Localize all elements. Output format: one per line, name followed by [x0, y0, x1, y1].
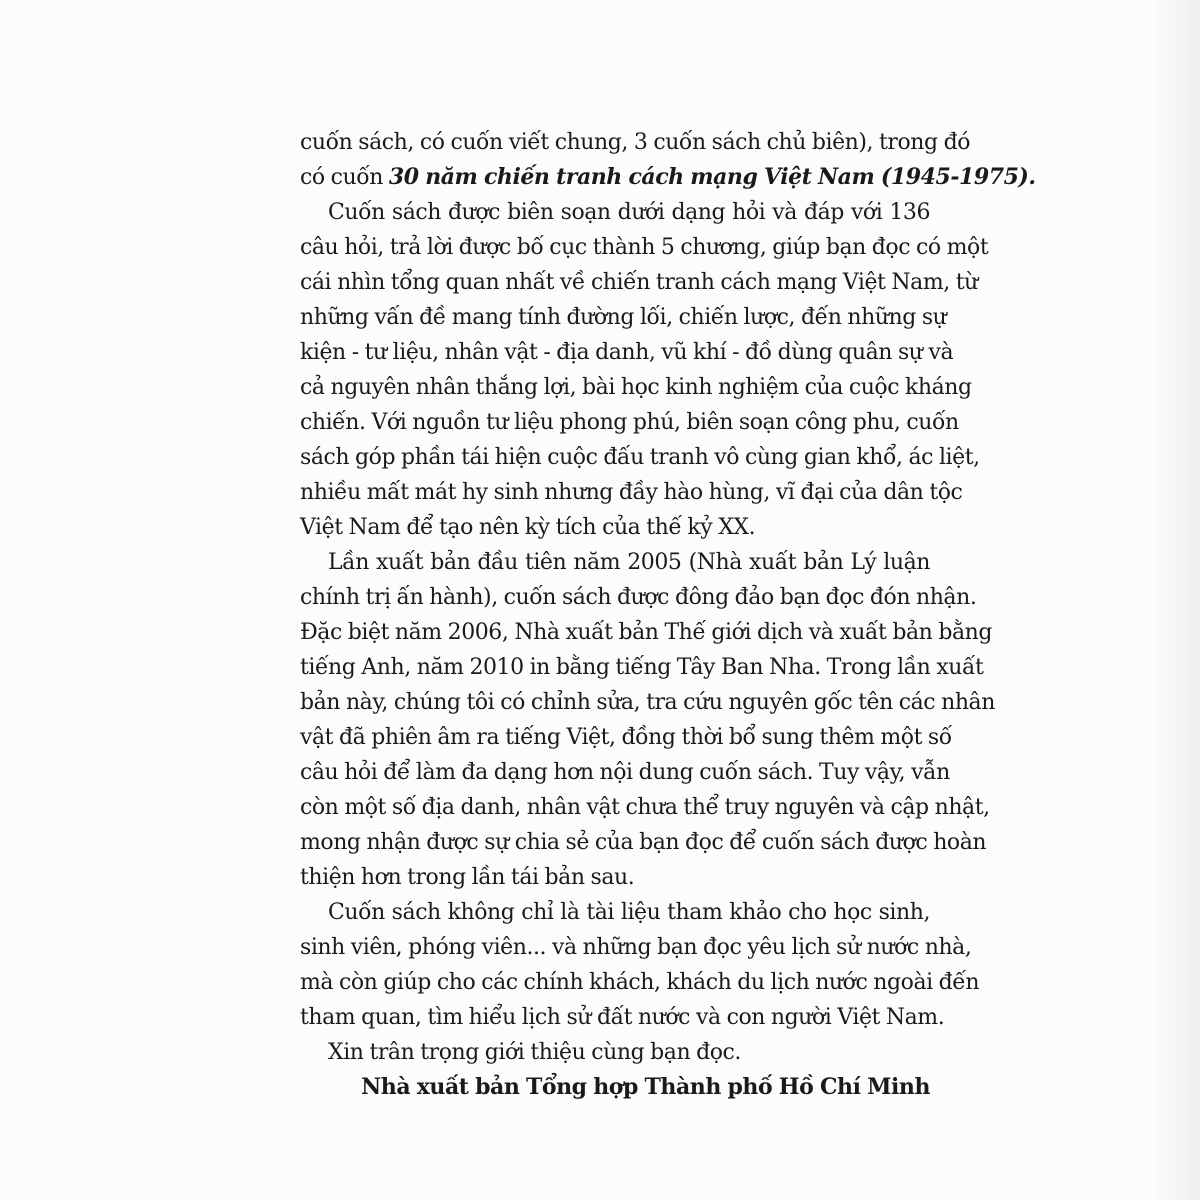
paragraph-closing	[300, 1035, 930, 1070]
text-line: Lần xuất bản đầu tiên năm 2005 (Nhà xuất bản Lý luận	[328, 550, 930, 575]
text-line: thiện hơn trong lần tái bản sau.	[300, 865, 635, 890]
text-line: Cuốn sách không chỉ là tài liệu tham khảo cho học sinh,	[328, 900, 930, 925]
paragraph-editions	[300, 545, 995, 895]
page-edge	[1154, 0, 1200, 1200]
paragraph-audience	[300, 895, 980, 1035]
text-line: Xin trân trọng giới thiệu cùng bạn đọc.	[328, 1040, 741, 1065]
intro-paragraph	[300, 125, 1036, 195]
text-line: tiếng Anh, năm 2010 in bằng tiếng Tây Ban Nha. Trong lần xuất	[300, 655, 984, 680]
text-line: sách góp phần tái hiện cuộc đấu tranh vô cùng gian khổ, ác liệt,	[300, 445, 980, 470]
page-body	[300, 125, 1036, 1105]
text-line: mà còn giúp cho các chính khách, khách du lịch nước ngoài đến	[300, 970, 980, 995]
text-line: còn một số địa danh, nhân vật chưa thể truy nguyên và cập nhật,	[300, 795, 990, 820]
text-line: Việt Nam để tạo nên kỳ tích của thế kỷ XX.	[300, 515, 756, 540]
text-line: những vấn đề mang tính đường lối, chiến lược, đến những sự	[300, 305, 947, 330]
text-line: câu hỏi để làm đa dạng hơn nội dung cuốn sách. Tuy vậy, vẫn	[300, 760, 950, 785]
paragraph-overview	[300, 195, 989, 545]
text-line: chính trị ấn hành), cuốn sách được đông đảo bạn đọc đón nhận.	[300, 585, 977, 610]
publisher-signature: Nhà xuất bản Tổng hợp Thành phố Hồ Chí Minh	[361, 1074, 930, 1100]
text-line: cuốn sách, có cuốn viết chung, 3 cuốn sách chủ biên), trong đó	[300, 130, 970, 155]
text-line: Đặc biệt năm 2006, Nhà xuất bản Thế giới dịch và xuất bản bằng	[300, 620, 992, 645]
text-line: vật đã phiên âm ra tiếng Việt, đồng thời bổ sung thêm một số	[300, 725, 952, 750]
text-line: cả nguyên nhân thắng lợi, bài học kinh nghiệm của cuộc kháng	[300, 375, 972, 400]
signature-paragraph	[300, 1070, 930, 1105]
text-line: nhiều mất mát hy sinh nhưng đầy hào hùng, vĩ đại của dân tộc	[300, 480, 963, 505]
book-title: 30 năm chiến tranh cách mạng Việt Nam (1945-1975).	[388, 164, 1036, 190]
text-line: bản này, chúng tôi có chỉnh sửa, tra cứu nguyên gốc tên các nhân	[300, 690, 995, 715]
text-line: câu hỏi, trả lời được bố cục thành 5 chương, giúp bạn đọc có một	[300, 235, 989, 260]
text-line	[300, 160, 1036, 195]
text-line: cái nhìn tổng quan nhất về chiến tranh cách mạng Việt Nam, từ	[300, 270, 978, 295]
text-line: tham quan, tìm hiểu lịch sử đất nước và con người Việt Nam.	[300, 1005, 945, 1030]
text-line: sinh viên, phóng viên... và những bạn đọc yêu lịch sử nước nhà,	[300, 935, 972, 960]
text-line: chiến. Với nguồn tư liệu phong phú, biên soạn công phu, cuốn	[300, 410, 959, 435]
text-line: kiện - tư liệu, nhân vật - địa danh, vũ khí - đồ dùng quân sự và	[300, 340, 954, 365]
text-line: mong nhận được sự chia sẻ của bạn đọc để cuốn sách được hoàn	[300, 830, 987, 855]
text-fragment: có cuốn	[300, 165, 389, 190]
text-line: Cuốn sách được biên soạn dưới dạng hỏi và đáp với 136	[328, 200, 930, 225]
